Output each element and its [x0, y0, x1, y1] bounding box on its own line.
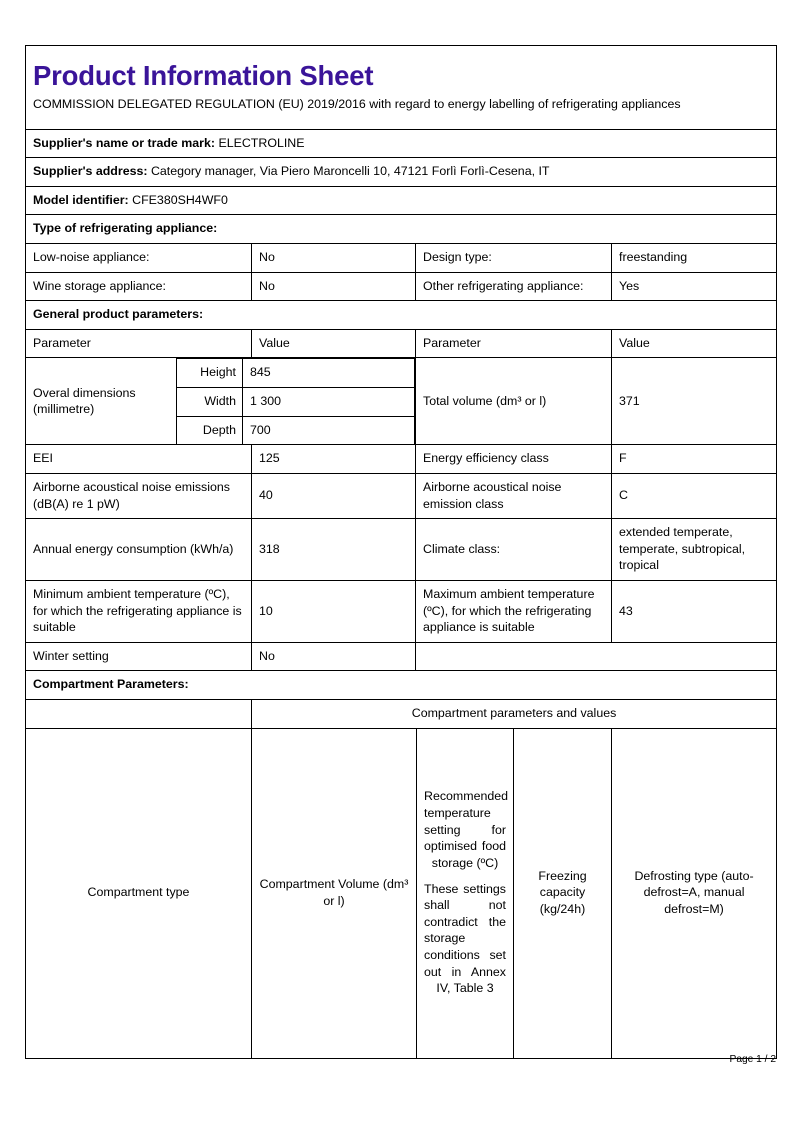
page-title: Product Information Sheet [33, 60, 374, 91]
compartment-group-blank [26, 700, 252, 729]
column-recommended-temperature [417, 728, 514, 1058]
regulation-subtitle: COMMISSION DELEGATED REGULATION (EU) 2019/2016 with regard to energy labelling of refrigerating appliances [33, 96, 681, 111]
total-volume-label: Total volume (dm³ or l) [416, 358, 612, 445]
recommended-temperature-note: These settings shall not contradict the storage conditions set out in Annex IV, Table 3 [424, 881, 506, 996]
max-ambient-temp-label: Maximum ambient temperature (ºC), for which the refrigerating appliance is suitable [416, 580, 612, 642]
product-information-table [25, 45, 777, 700]
climate-class-value: extended temperate, temperate, subtropical, tropical [612, 519, 777, 581]
annual-energy-label: Annual energy consumption (kWh/a) [26, 519, 252, 581]
model-identifier-label: Model identifier: [33, 192, 129, 207]
value-header-left: Value [252, 329, 416, 358]
dimension-width-value: 1 300 [243, 388, 415, 417]
general-parameters-section-row [26, 301, 777, 330]
general-parameters-header-row [26, 329, 777, 358]
min-ambient-temp-label: Minimum ambient temperature (ºC), for which the refrigerating appliance is suitable [26, 580, 252, 642]
supplier-name-label: Supplier's name or trade mark: [33, 135, 215, 150]
dimension-depth-row [177, 416, 415, 444]
model-identifier-value: CFE380SH4WF0 [132, 192, 228, 207]
supplier-name-cell [26, 129, 777, 158]
other-refrigerating-value: Yes [612, 272, 777, 301]
table-row [26, 642, 777, 671]
dimension-height-row [177, 359, 415, 388]
energy-efficiency-class-label: Energy efficiency class [416, 445, 612, 474]
column-defrosting-type: Defrosting type (auto-defrost=A, manual defrost=M) [612, 728, 777, 1058]
subtitle-row [26, 94, 777, 129]
general-parameters-section-label: General product parameters: [26, 301, 777, 330]
compartment-parameters-table [25, 699, 777, 1059]
climate-class-label: Climate class: [416, 519, 612, 581]
value-header-right: Value [612, 329, 777, 358]
table-row [26, 473, 777, 518]
annual-energy-value: 318 [252, 519, 416, 581]
compartment-group-header-row [26, 700, 777, 729]
eei-label: EEI [26, 445, 252, 474]
design-type-label: Design type: [416, 244, 612, 273]
dimension-height-value: 845 [243, 359, 415, 388]
title-cell [26, 46, 777, 94]
winter-setting-label: Winter setting [26, 642, 252, 671]
model-identifier-row [26, 186, 777, 215]
recommended-temperature-main: Recommended temperature setting for optimised food storage (ºC) [424, 789, 509, 870]
parameter-header-right: Parameter [416, 329, 612, 358]
supplier-name-value: ELECTROLINE [218, 135, 305, 150]
subtitle-cell [26, 94, 777, 129]
page-footer: Page 1 / 2 [729, 1054, 776, 1065]
min-ambient-temp-value: 10 [252, 580, 416, 642]
noise-emission-class-value: C [612, 473, 777, 518]
design-type-value: freestanding [612, 244, 777, 273]
winter-setting-value: No [252, 642, 416, 671]
eei-value: 125 [252, 445, 416, 474]
model-identifier-cell [26, 186, 777, 215]
column-compartment-type: Compartment type [26, 728, 252, 1058]
appliance-type-section-label: Type of refrigerating appliance: [26, 215, 777, 244]
dimension-height-label: Height [177, 359, 243, 388]
winter-setting-empty [416, 642, 777, 671]
product-information-sheet [25, 45, 776, 1059]
supplier-address-value: Category manager, Via Piero Maroncelli 10, 47121 Forlì Forlì-Cesena, IT [150, 164, 550, 179]
column-compartment-volume: Compartment Volume (dm³ or l) [252, 728, 417, 1058]
supplier-name-row [26, 129, 777, 158]
supplier-address-row [26, 158, 777, 187]
appliance-type-section-row [26, 215, 777, 244]
compartment-section-label: Compartment Parameters: [26, 671, 777, 700]
supplier-address-cell [26, 158, 777, 187]
parameter-header-left: Parameter [26, 329, 252, 358]
noise-emission-class-label: Airborne acoustical noise emission class [416, 473, 612, 518]
dimensions-label: Overal dimensions (millimetre) [33, 385, 136, 417]
table-row [26, 272, 777, 301]
table-row [26, 244, 777, 273]
max-ambient-temp-value: 43 [612, 580, 777, 642]
dimensions-subtable [176, 358, 415, 444]
dimension-width-row [177, 388, 415, 417]
title-row [26, 46, 777, 94]
wine-storage-label: Wine storage appliance: [26, 272, 252, 301]
supplier-address-label: Supplier's address: [33, 164, 148, 179]
column-freezing-capacity: Freezing capacity (kg/24h) [514, 728, 612, 1058]
low-noise-label: Low-noise appliance: [26, 244, 252, 273]
energy-efficiency-class-value: F [612, 445, 777, 474]
dimension-width-label: Width [177, 388, 243, 417]
wine-storage-value: No [252, 272, 416, 301]
dimension-depth-label: Depth [177, 416, 243, 444]
compartment-group-header: Compartment parameters and values [252, 700, 777, 729]
table-row [26, 445, 777, 474]
table-row [26, 580, 777, 642]
dimensions-cell [26, 358, 416, 445]
compartment-section-row [26, 671, 777, 700]
other-refrigerating-label: Other refrigerating appliance: [416, 272, 612, 301]
table-row [26, 519, 777, 581]
total-volume-value: 371 [612, 358, 777, 445]
dimensions-row [26, 358, 777, 445]
noise-emissions-label: Airborne acoustical noise emissions (dB(A) re 1 pW) [26, 473, 252, 518]
dimension-depth-value: 700 [243, 416, 415, 444]
low-noise-value: No [252, 244, 416, 273]
noise-emissions-value: 40 [252, 473, 416, 518]
compartment-column-header-row [26, 728, 777, 1058]
